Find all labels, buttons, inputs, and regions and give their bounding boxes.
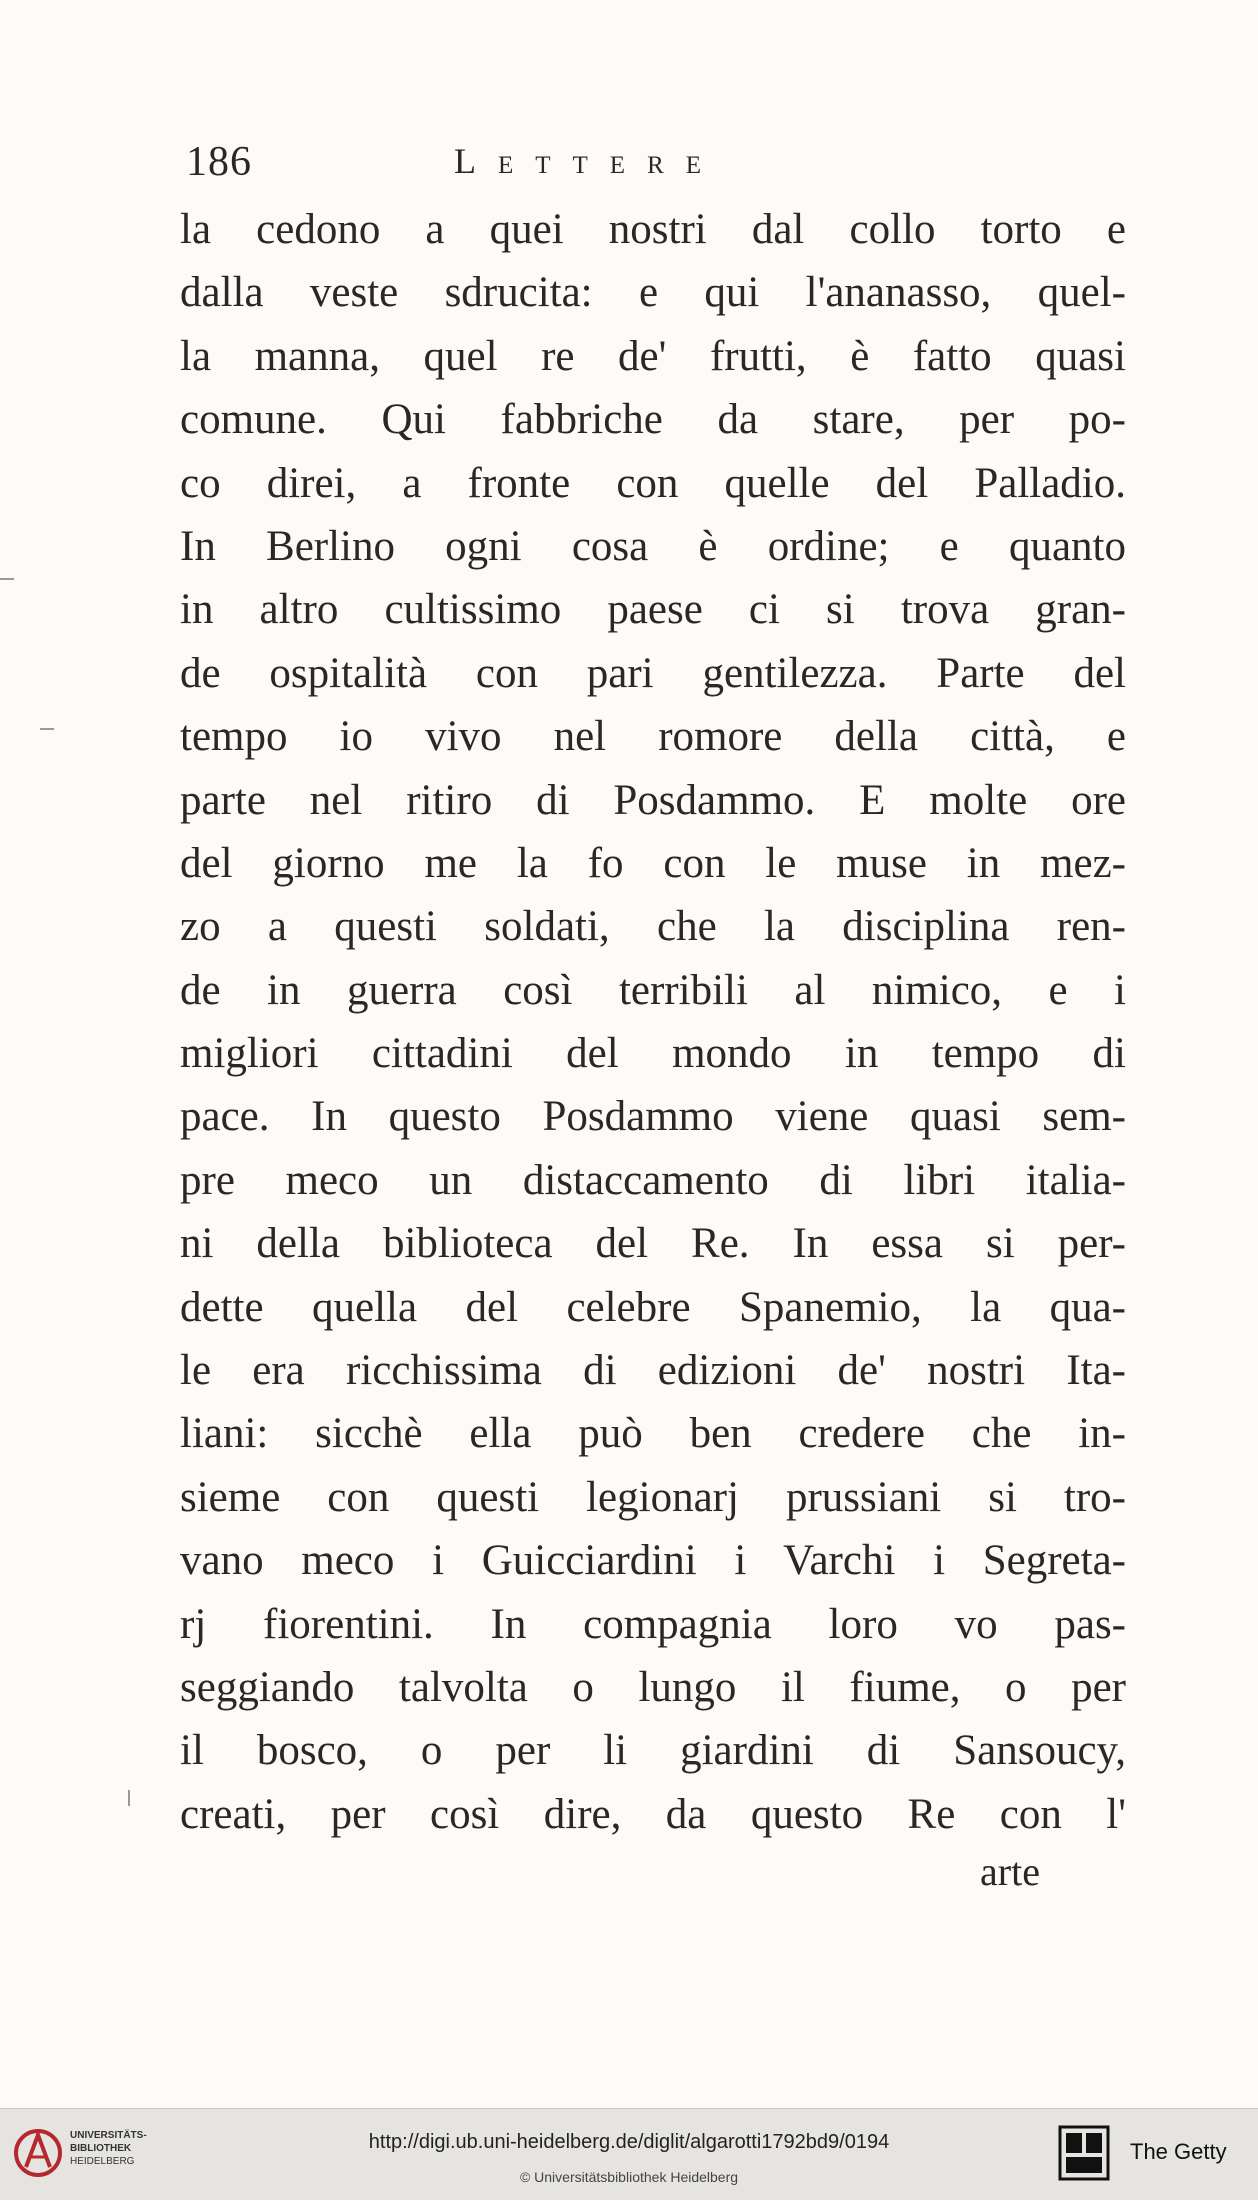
text-line: zo a questi soldati, che la disciplina ren-: [180, 903, 1126, 951]
footer-bar: [0, 2108, 1258, 2200]
edge-mark: [40, 728, 54, 730]
body-text: [180, 198, 1126, 1846]
text-line: co direi, a fronte con quelle del Palladio.: [180, 459, 1126, 507]
edge-mark: [0, 578, 14, 580]
text-line: la manna, quel re de' frutti, è fatto quasi: [180, 332, 1126, 380]
text-line: dette quella del celebre Spanemio, la qua-: [180, 1283, 1126, 1331]
library-name-line: UNIVERSITÄTS-: [70, 2130, 147, 2141]
page-number: 186: [186, 139, 252, 185]
copyright-notice: © Universitätsbibliothek Heidelberg: [519, 2169, 739, 2185]
text-line: parte nel ritiro di Posdammo. E molte ore: [180, 776, 1126, 824]
text-line: liani: sicchè ella può ben credere che in-: [180, 1410, 1126, 1458]
text-line: tempo io vivo nel romore della città, e: [180, 713, 1126, 761]
text-line: dalla veste sdrucita: e qui l'ananasso, quel-: [180, 269, 1126, 317]
library-name-line: HEIDELBERG: [70, 2156, 135, 2167]
text-line: seggiando talvolta o lungo il fiume, o per: [180, 1663, 1126, 1711]
text-line: del giorno me la fo con le muse in mez-: [180, 839, 1126, 887]
running-title: Lettere: [454, 141, 724, 181]
text-line: de in guerra così terribili al nimico, e i: [180, 966, 1126, 1014]
running-head: [186, 138, 906, 188]
text-line: il bosco, o per li giardini di Sansoucy,: [180, 1727, 1126, 1775]
getty-logo-icon: [1056, 2123, 1112, 2183]
text-line: in altro cultissimo paese ci si trova gran-: [180, 586, 1126, 634]
text-line: comune. Qui fabbriche da stare, per po-: [180, 396, 1126, 444]
text-line: ni della biblioteca del Re. In essa si per-: [180, 1220, 1126, 1268]
permalink-url[interactable]: http://digi.ub.uni-heidelberg.de/diglit/algarotti1792bd9/0194: [368, 2131, 890, 2153]
text-line: rj fiorentini. In compagnia loro vo pas-: [180, 1600, 1126, 1648]
text-line: In Berlino ogni cosa è ordine; e quanto: [180, 522, 1126, 570]
text-line: creati, per così dire, da questo Re con l': [180, 1790, 1126, 1838]
text-line: le era ricchissima di edizioni de' nostri Ita-: [180, 1347, 1126, 1395]
text-line: pre meco un distaccamento di libri italia-: [180, 1156, 1126, 1204]
edge-mark: [128, 1790, 130, 1806]
library-name-line: BIBLIOTHEK: [70, 2143, 132, 2154]
catchword: arte: [980, 1849, 1040, 1894]
text-line: de ospitalità con pari gentilezza. Parte del: [180, 649, 1126, 697]
text-line: pace. In questo Posdammo viene quasi sem-: [180, 1093, 1126, 1141]
getty-name: The Getty: [1130, 2139, 1227, 2164]
text-line: vano meco i Guicciardini i Varchi i Segreta-: [180, 1537, 1126, 1585]
text-line: migliori cittadini del mondo in tempo di: [180, 1030, 1126, 1078]
text-line: la cedono a quei nostri dal collo torto e: [180, 206, 1126, 253]
text-line: sieme con questi legionarj prussiani si tro-: [180, 1473, 1126, 1521]
